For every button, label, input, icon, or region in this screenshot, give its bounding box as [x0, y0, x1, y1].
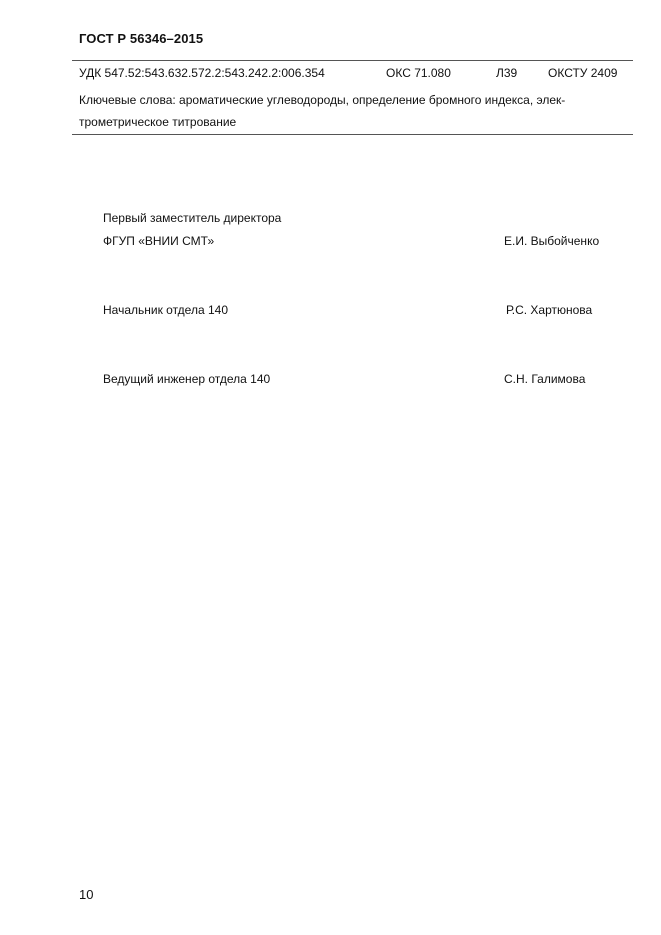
okstu-code: ОКСТУ 2409 [548, 66, 618, 80]
page-number: 10 [79, 887, 94, 902]
signatory-2-name: Р.С. Хартюнова [506, 303, 593, 317]
classification-block [72, 60, 633, 135]
oks-code: ОКС 71.080 [386, 66, 451, 80]
keywords-line-2: трометрическое титрование [79, 115, 237, 129]
signatory-3-title: Ведущий инженер отдела 140 [103, 372, 271, 386]
signatory-1-name: Е.И. Выбойченко [504, 234, 600, 248]
udk-code: УДК 547.52:543.632.572.2:543.242.2:006.354 [79, 66, 325, 80]
signatory-1-title-line-2: ФГУП «ВНИИ СМТ» [103, 234, 215, 248]
keywords [79, 89, 631, 133]
signatory-3-name: С.Н. Галимова [504, 372, 586, 386]
group-code: Л39 [496, 66, 518, 80]
signatory-1-title-line-1: Первый заместитель директора [103, 211, 282, 225]
signatory-2-title: Начальник отдела 140 [103, 303, 228, 317]
document-id: ГОСТ Р 56346–2015 [79, 31, 204, 46]
keywords-line-1: Ключевые слова: ароматические углеводороды, определение бромного индекса, элек- [79, 93, 566, 107]
